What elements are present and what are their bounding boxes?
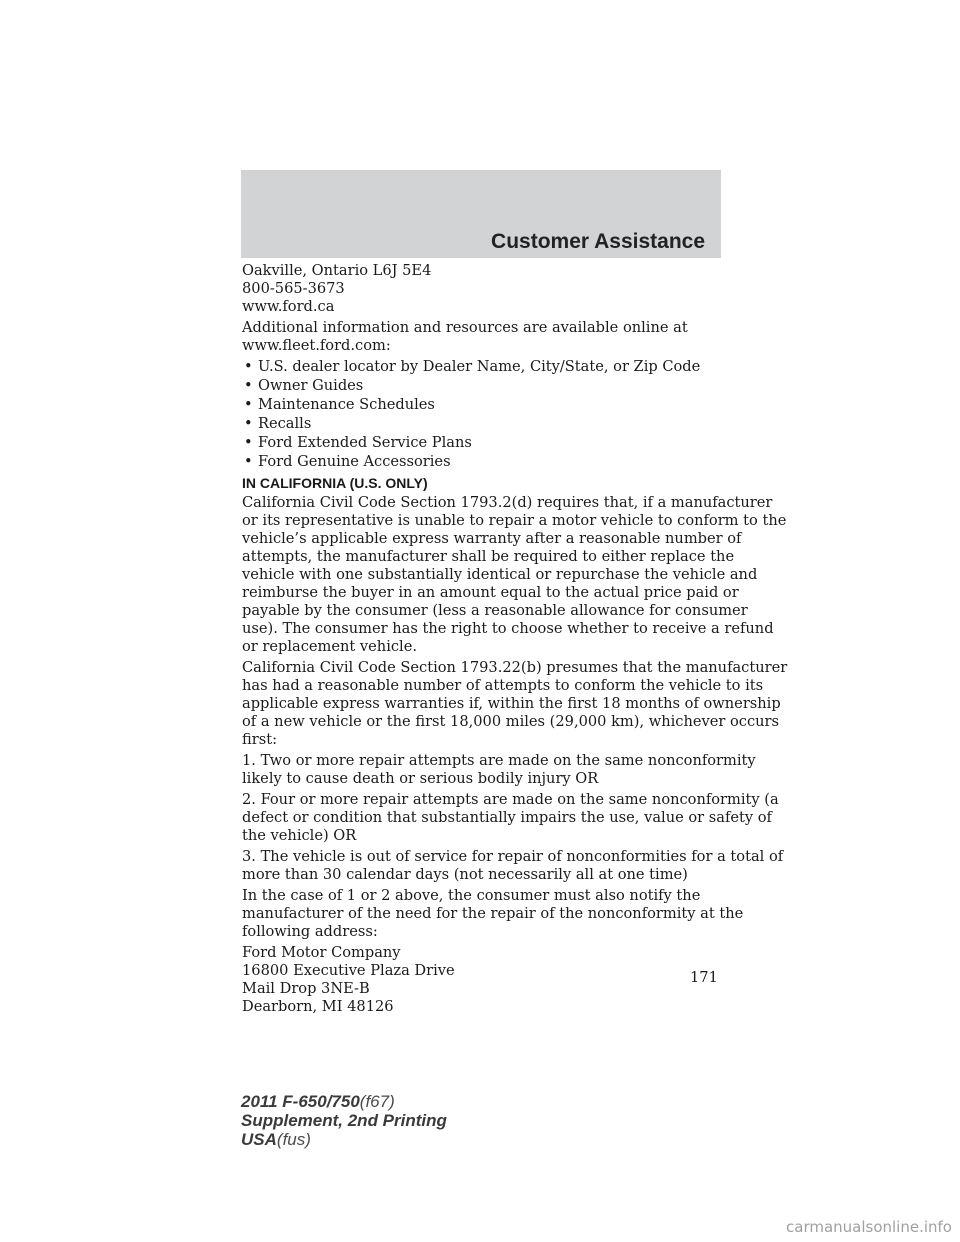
text-line: Additional information and resources are available online at bbox=[242, 319, 688, 336]
text-line: likely to cause death or serious bodily injury OR bbox=[242, 770, 599, 787]
address-line: Dearborn, MI 48126 bbox=[242, 998, 394, 1015]
text-line: first: bbox=[242, 731, 277, 748]
text-line: reimburse the buyer in an amount equal to the actual price paid or bbox=[242, 584, 739, 601]
list-item-text: Ford Genuine Accessories bbox=[258, 453, 451, 470]
bullet-icon: • bbox=[244, 396, 253, 413]
footer-region: USA bbox=[241, 1130, 277, 1149]
california-paragraph-3 bbox=[242, 887, 744, 941]
footer-model-code: (f67) bbox=[359, 1092, 395, 1111]
california-heading: IN CALIFORNIA (U.S. ONLY) bbox=[242, 475, 428, 491]
text-line: vehicle with one substantially identical or repurchase the vehicle and bbox=[242, 566, 758, 583]
list-item bbox=[242, 453, 724, 471]
list-item-text: Ford Extended Service Plans bbox=[258, 434, 472, 451]
resources-list bbox=[242, 358, 724, 471]
list-item bbox=[242, 415, 724, 433]
text-line: the vehicle) OR bbox=[242, 827, 357, 844]
fleet-website-link[interactable]: www.fleet.ford.com: bbox=[242, 337, 391, 354]
ford-mailing-address bbox=[242, 944, 724, 1016]
text-line: of a new vehicle or the first 18,000 miles (29,000 km), whichever occurs bbox=[242, 713, 779, 730]
text-line: California Civil Code Section 1793.22(b) presumes that the manufacturer bbox=[242, 659, 788, 676]
text-line: attempts, the manufacturer shall be required to either replace the bbox=[242, 548, 735, 565]
numbered-item-3 bbox=[242, 848, 784, 884]
text-line: vehicle’s applicable express warranty after a reasonable number of bbox=[242, 530, 742, 547]
text-line: or its representative is unable to repair a motor vehicle to conform to the bbox=[242, 512, 787, 529]
text-line: manufacturer of the need for the repair of the nonconformity at the bbox=[242, 905, 744, 922]
text-line: California Civil Code Section 1793.2(d) requires that, if a manufacturer bbox=[242, 494, 773, 511]
list-item-text: Maintenance Schedules bbox=[258, 396, 435, 413]
text-line: payable by the consumer (less a reasonable allowance for consumer bbox=[242, 602, 748, 619]
address-line: 16800 Executive Plaza Drive bbox=[242, 962, 455, 979]
list-item bbox=[242, 358, 724, 376]
text-line: following address: bbox=[242, 923, 378, 940]
text-line: 3. The vehicle is out of service for repair of nonconformities for a total of bbox=[242, 848, 784, 865]
numbered-item-1 bbox=[242, 752, 756, 788]
print-footer bbox=[241, 1092, 447, 1149]
page-number: 171 bbox=[690, 969, 718, 986]
address-line: Ford Motor Company bbox=[242, 944, 401, 961]
footer-model: 2011 F-650/750 bbox=[241, 1092, 360, 1111]
text-line: more than 30 calendar days (not necessarily all at one time) bbox=[242, 866, 688, 883]
site-watermark: carmanualsonline.info bbox=[786, 1218, 952, 1236]
phone-number: 800-565-3673 bbox=[242, 280, 345, 297]
bullet-icon: • bbox=[244, 415, 253, 432]
footer-printing: Supplement, 2nd Printing bbox=[241, 1111, 447, 1130]
additional-info-paragraph bbox=[242, 319, 724, 355]
list-item bbox=[242, 434, 724, 452]
list-item bbox=[242, 377, 724, 395]
text-line: 2. Four or more repair attempts are made on the same nonconformity (a bbox=[242, 791, 779, 808]
text-line: defect or condition that substantially impairs the use, value or safety of bbox=[242, 809, 772, 826]
text-line: has had a reasonable number of attempts to conform the vehicle to its bbox=[242, 677, 764, 694]
dealer-address bbox=[242, 262, 724, 316]
section-header-band bbox=[241, 170, 721, 258]
footer-line bbox=[241, 1092, 447, 1111]
address-line: Oakville, Ontario L6J 5E4 bbox=[242, 262, 432, 279]
list-item-text: U.S. dealer locator by Dealer Name, City/State, or Zip Code bbox=[258, 358, 701, 375]
bullet-icon: • bbox=[244, 453, 253, 470]
bullet-icon: • bbox=[244, 358, 253, 375]
text-line: use). The consumer has the right to choose whether to receive a refund bbox=[242, 620, 774, 637]
text-line: 1. Two or more repair attempts are made on the same nonconformity bbox=[242, 752, 756, 769]
footer-line bbox=[241, 1130, 447, 1149]
text-line: In the case of 1 or 2 above, the consumer must also notify the bbox=[242, 887, 701, 904]
section-title: Customer Assistance bbox=[491, 230, 705, 253]
california-paragraph-1 bbox=[242, 494, 787, 656]
bullet-icon: • bbox=[244, 434, 253, 451]
california-paragraph-2 bbox=[242, 659, 788, 749]
list-item bbox=[242, 396, 724, 414]
bullet-icon: • bbox=[244, 377, 253, 394]
list-item-text: Owner Guides bbox=[258, 377, 364, 394]
footer-region-code: (fus) bbox=[276, 1130, 311, 1149]
address-line: Mail Drop 3NE-B bbox=[242, 980, 370, 997]
website-link[interactable]: www.ford.ca bbox=[242, 298, 335, 315]
page-content bbox=[242, 262, 788, 1019]
numbered-item-2 bbox=[242, 791, 779, 845]
list-item-text: Recalls bbox=[258, 415, 312, 432]
text-line: or replacement vehicle. bbox=[242, 638, 417, 655]
text-line: applicable express warranties if, within the first 18 months of ownership bbox=[242, 695, 781, 712]
